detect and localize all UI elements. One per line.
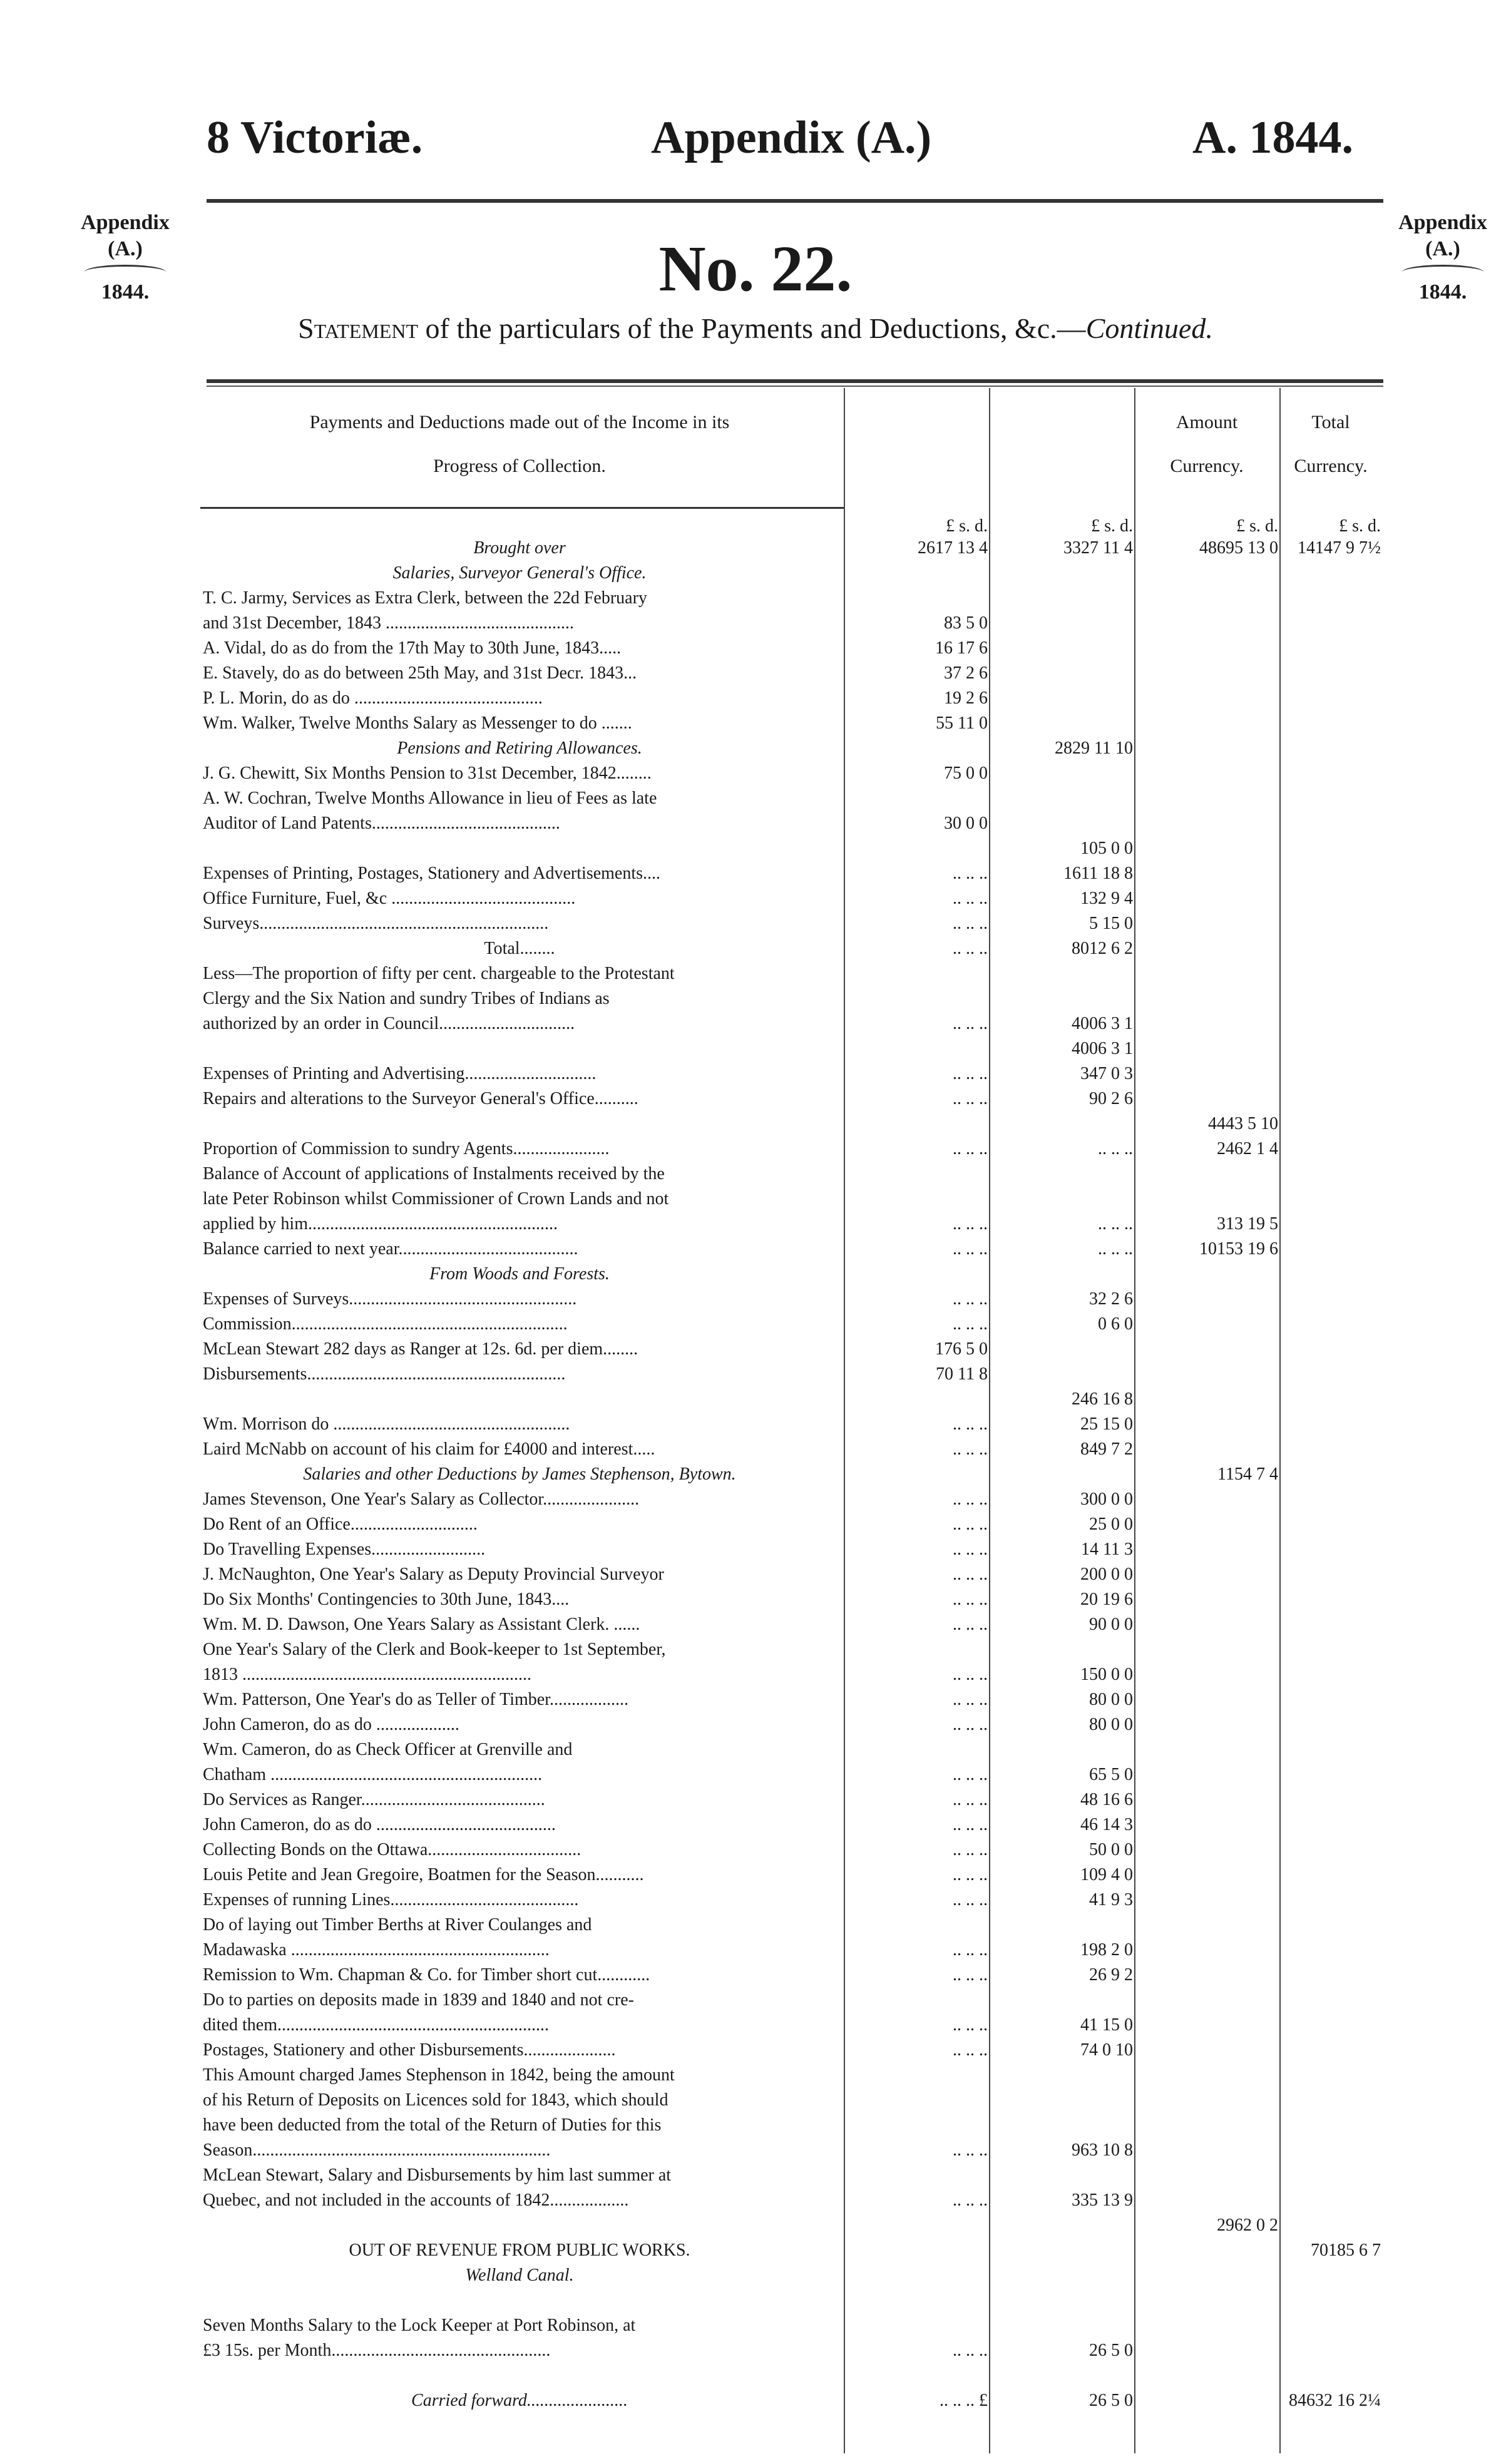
row-amount-c2: 2829 11 10 xyxy=(1055,739,1133,758)
row-amount-c1: .. .. .. xyxy=(953,1765,988,1784)
table-row xyxy=(200,2366,1383,2385)
row-description: 1813 .................................................................. xyxy=(203,1665,531,1684)
row-amount-c2: 963 10 8 xyxy=(1072,2140,1133,2160)
row-amount-c2: 335 13 9 xyxy=(1072,2191,1133,2210)
row-amount-c2: 4006 3 1 xyxy=(1072,1039,1133,1058)
row-description: have been deducted from the total of the Return of Duties for this xyxy=(203,2115,662,2135)
row-amount-c1: .. .. .. xyxy=(953,939,988,958)
row-description: Office Furniture, Fuel, &c .......................................... xyxy=(203,889,576,908)
margin-right-line3: 1844. xyxy=(1418,280,1467,304)
row-amount-c1: 55 11 0 xyxy=(936,713,988,733)
row-description: Surveys.................................................................. xyxy=(203,914,549,933)
lsd-label: £ s. d. xyxy=(1339,516,1381,536)
table-row xyxy=(200,1590,1383,1609)
lsd-label: £ s. d. xyxy=(946,516,988,536)
table-row xyxy=(200,638,1383,658)
header-center: Appendix (A.) xyxy=(651,112,932,163)
table-row xyxy=(200,1189,1383,1209)
table-row xyxy=(200,1640,1383,1659)
row-amount-c2: 5 15 0 xyxy=(1089,914,1133,933)
table-row xyxy=(200,1139,1383,1158)
header-rule xyxy=(207,199,1383,203)
amount-head-line2: Currency. xyxy=(1170,456,1244,476)
row-amount-c2: 26 5 0 xyxy=(1089,2341,1133,2360)
header-divider xyxy=(200,507,844,509)
row-description: Brought over xyxy=(473,538,566,558)
table-row xyxy=(200,563,1383,583)
row-amount-c1: 37 2 6 xyxy=(944,663,988,683)
row-description: Less—The proportion of fifty per cent. chargeable to the Protestant xyxy=(203,964,675,983)
row-description: Wm. Cameron, do as Check Officer at Grenville and xyxy=(203,1740,573,1759)
row-amount-c1: .. .. .. xyxy=(953,1239,988,1259)
table-row xyxy=(200,538,1383,558)
table-row xyxy=(200,839,1383,858)
table-row xyxy=(200,2266,1383,2285)
margin-left-line2: (A.) xyxy=(108,237,143,260)
lsd-label: £ s. d. xyxy=(1091,516,1133,536)
table-top-rule xyxy=(207,379,1383,383)
table-row xyxy=(200,1164,1383,1183)
table-row xyxy=(200,1915,1383,1935)
table-row xyxy=(200,2341,1383,2360)
row-amount-c1: .. .. .. xyxy=(953,2040,988,2060)
row-amount-c1: .. .. .. xyxy=(953,1515,988,1534)
row-description: Commission............................................................... xyxy=(203,1314,568,1334)
row-amount-c2: 0 6 0 xyxy=(1098,1314,1133,1334)
row-amount-c1: .. .. .. xyxy=(953,1014,988,1033)
row-amount-c1: .. .. .. xyxy=(953,1890,988,1909)
row-amount-c1: .. .. .. xyxy=(953,1214,988,1234)
row-description: A. Vidal, do as do from the 17th May to 30th June, 1843..... xyxy=(203,638,622,658)
row-amount-c2: 90 2 6 xyxy=(1089,1089,1133,1108)
table-row xyxy=(200,2165,1383,2185)
row-amount-c1: .. .. .. xyxy=(953,1840,988,1859)
row-description: Season.................................................................... xyxy=(203,2140,551,2160)
row-amount-c1: .. .. .. xyxy=(953,2341,988,2360)
row-amount-c1: 70 11 8 xyxy=(936,1364,988,1384)
row-amount-c2: 347 0 3 xyxy=(1080,1064,1133,1083)
row-amount-c2: .. .. .. xyxy=(1098,1214,1133,1234)
row-amount-c1: .. .. .. xyxy=(953,1540,988,1559)
column-header-total xyxy=(1281,401,1381,488)
row-description: dited them.............................................................. xyxy=(203,2015,549,2035)
row-description: From Woods and Forests. xyxy=(429,1264,610,1284)
table-row xyxy=(200,1289,1383,1309)
row-amount-c2: .. .. .. xyxy=(1098,1239,1133,1259)
row-description: authorized by an order in Council............................... xyxy=(203,1014,575,1033)
row-description: Do to parties on deposits made in 1839 and 1840 and not cre- xyxy=(203,1990,634,2010)
header-left: 8 Victoriæ. xyxy=(207,112,423,163)
statement-title xyxy=(0,312,1511,345)
desc-head-line2: Progress of Collection. xyxy=(433,456,606,476)
row-description: Repairs and alterations to the Surveyor General's Office.......... xyxy=(203,1089,638,1108)
row-description: late Peter Robinson whilst Commissioner of Crown Lands and not xyxy=(203,1189,669,1209)
row-amount-c1: .. .. .. xyxy=(953,1965,988,1985)
row-description: Seven Months Salary to the Lock Keeper at Port Robinson, at xyxy=(203,2316,636,2335)
row-amount-c2: 74 0 10 xyxy=(1080,2040,1133,2060)
table-row xyxy=(200,1114,1383,1133)
row-amount-c2: 246 16 8 xyxy=(1072,1389,1133,1409)
row-amount-c1: .. .. .. xyxy=(953,2191,988,2210)
row-amount-c1: 176 5 0 xyxy=(935,1339,988,1359)
row-amount-c2: 50 0 0 xyxy=(1089,1840,1133,1859)
row-description: Do Services as Ranger.......................................... xyxy=(203,1790,545,1809)
row-amount-c1: .. .. .. xyxy=(953,1089,988,1108)
table-row xyxy=(200,1690,1383,1709)
lsd-label: £ s. d. xyxy=(1236,516,1278,536)
row-description: Balance carried to next year......................................... xyxy=(203,1239,578,1259)
desc-head-line1: Payments and Deductions made out of the Income in its xyxy=(309,412,730,432)
table-row xyxy=(200,2316,1383,2335)
table-row xyxy=(200,1765,1383,1784)
row-description: Expenses of Printing, Postages, Stationery and Advertisements.... xyxy=(203,864,661,883)
row-amount-c2: .. .. .. xyxy=(1098,1139,1133,1158)
table-row xyxy=(200,1940,1383,1960)
row-amount-c2: 32 2 6 xyxy=(1089,1289,1133,1309)
row-amount-c2: 14 11 3 xyxy=(1081,1540,1133,1559)
row-amount-c3: 2462 1 4 xyxy=(1217,1139,1278,1158)
table-row xyxy=(200,1515,1383,1534)
table-row xyxy=(200,889,1383,908)
row-amount-c2: 25 15 0 xyxy=(1080,1414,1133,1434)
row-description: Chatham .............................................................. xyxy=(203,1765,543,1784)
table-row xyxy=(200,964,1383,983)
column-header-amount xyxy=(1135,401,1278,488)
row-description: Do Rent of an Office............................. xyxy=(203,1515,478,1534)
row-description: Postages, Stationery and other Disbursements..................... xyxy=(203,2040,616,2060)
row-amount-c1: 75 0 0 xyxy=(944,764,988,783)
table-row xyxy=(200,1565,1383,1584)
table-row xyxy=(200,688,1383,708)
row-amount-c1: .. .. .. xyxy=(953,2015,988,2035)
row-description: P. L. Morin, do as do ........................................... xyxy=(203,688,543,708)
table-row xyxy=(200,1740,1383,1759)
row-amount-c1: .. .. .. xyxy=(953,1414,988,1434)
row-amount-c1: .. .. .. xyxy=(953,1940,988,1960)
row-description: £3 15s. per Month.................................................. xyxy=(203,2341,551,2360)
row-description: Do Six Months' Contingencies to 30th June, 1843.... xyxy=(203,1590,570,1609)
row-description: Disbursements........................................................... xyxy=(203,1364,566,1384)
row-amount-c3: 10153 19 6 xyxy=(1199,1239,1278,1259)
table-row xyxy=(200,2015,1383,2035)
table-row xyxy=(200,739,1383,758)
row-description: One Year's Salary of the Clerk and Book-keeper to 1st September, xyxy=(203,1640,666,1659)
row-amount-c2: 109 4 0 xyxy=(1080,1865,1133,1884)
table-row xyxy=(200,1214,1383,1234)
table-row xyxy=(200,613,1383,633)
total-head-line2: Currency. xyxy=(1294,456,1368,476)
row-description: T. C. Jarmy, Services as Extra Clerk, between the 22d February xyxy=(203,588,647,608)
amount-head-line1: Amount xyxy=(1176,412,1238,432)
row-description: J. G. Chewitt, Six Months Pension to 31st December, 1842........ xyxy=(203,764,652,783)
row-amount-c1: .. .. .. xyxy=(953,914,988,933)
row-description: Pensions and Retiring Allowances. xyxy=(397,739,642,758)
row-amount-c2: 20 19 6 xyxy=(1080,1590,1133,1609)
row-amount-c1: .. .. .. xyxy=(953,864,988,883)
table-row xyxy=(200,1014,1383,1033)
row-description: Wm. M. D. Dawson, One Years Salary as Assistant Clerk. ...... xyxy=(203,1615,640,1634)
row-description: E. Stavely, do as do between 25th May, and 31st Decr. 1843... xyxy=(203,663,637,683)
row-amount-c2: 26 5 0 xyxy=(1089,2391,1133,2410)
row-description: John Cameron, do as do ................... xyxy=(203,1715,459,1734)
column-header-description xyxy=(200,401,839,488)
row-description: Salaries and other Deductions by James Stephenson, Bytown. xyxy=(303,1465,736,1484)
row-amount-c1: 30 0 0 xyxy=(944,814,988,833)
row-amount-c2: 849 7 2 xyxy=(1080,1439,1133,1459)
row-amount-c2: 300 0 0 xyxy=(1080,1490,1133,1509)
row-amount-c1: 83 5 0 xyxy=(944,613,988,633)
row-description: Madawaska ........................................................... xyxy=(203,1940,550,1960)
row-description: Quebec, and not included in the accounts of 1842.................. xyxy=(203,2191,629,2210)
row-description: Wm. Walker, Twelve Months Salary as Messenger to do ....... xyxy=(203,713,632,733)
table-row xyxy=(200,1665,1383,1684)
row-amount-c3: 2962 0 2 xyxy=(1217,2216,1278,2235)
row-amount-c1: .. .. .. xyxy=(953,1139,988,1158)
row-amount-c1: 16 17 6 xyxy=(935,638,988,658)
row-description: Wm. Morrison do ...................................................... xyxy=(203,1414,570,1434)
row-amount-c3: 48695 13 0 xyxy=(1199,538,1278,558)
table-row xyxy=(200,1615,1383,1634)
row-description: Wm. Patterson, One Year's do as Teller of Timber.................. xyxy=(203,1690,628,1709)
table-row xyxy=(200,1990,1383,2010)
row-amount-c1: .. .. .. xyxy=(953,1590,988,1609)
table-row xyxy=(200,2040,1383,2060)
row-description: James Stevenson, One Year's Salary as Collector...................... xyxy=(203,1490,640,1509)
row-description: Salaries, Surveyor General's Office. xyxy=(392,563,647,583)
payments-table xyxy=(200,388,1383,2453)
row-amount-c1: 2617 13 4 xyxy=(918,538,988,558)
row-description: John Cameron, do as do ......................................... xyxy=(203,1815,556,1834)
table-row xyxy=(200,1840,1383,1859)
table-row xyxy=(200,1414,1383,1434)
row-amount-c2: 65 5 0 xyxy=(1089,1765,1133,1784)
row-description: A. W. Cochran, Twelve Months Allowance in lieu of Fees as late xyxy=(203,789,657,808)
row-amount-c2: 198 2 0 xyxy=(1080,1940,1133,1960)
table-row xyxy=(200,1364,1383,1384)
table-row xyxy=(200,1314,1383,1334)
table-row xyxy=(200,1890,1383,1909)
row-amount-c1: .. .. .. xyxy=(953,1565,988,1584)
row-amount-c2: 3327 11 4 xyxy=(1063,538,1133,558)
row-description: of his Return of Deposits on Licences sold for 1843, which should xyxy=(203,2090,668,2110)
row-description: Clergy and the Six Nation and sundry Tribes of Indians as xyxy=(203,989,610,1008)
row-amount-c2: 200 0 0 xyxy=(1080,1565,1133,1584)
table-row xyxy=(200,1715,1383,1734)
table-row xyxy=(200,1264,1383,1284)
row-description: Louis Petite and Jean Gregoire, Boatmen for the Season........... xyxy=(203,1865,644,1884)
statement-number: No. 22. xyxy=(658,233,853,305)
table-row xyxy=(200,713,1383,733)
table-row xyxy=(200,914,1383,933)
row-description: McLean Stewart 282 days as Ranger at 12s. 6d. per diem........ xyxy=(203,1339,638,1359)
table-row xyxy=(200,2241,1383,2260)
row-amount-c2: 132 9 4 xyxy=(1080,889,1133,908)
row-description: and 31st December, 1843 ........................................... xyxy=(203,613,575,633)
table-row xyxy=(200,864,1383,883)
row-amount-c1: .. .. .. xyxy=(953,1865,988,1884)
header-right: A. 1844. xyxy=(1192,112,1353,163)
row-amount-c2: 41 9 3 xyxy=(1089,1890,1133,1909)
row-description: Total........ xyxy=(484,939,555,958)
table-row xyxy=(200,764,1383,783)
margin-right-line2: (A.) xyxy=(1425,237,1460,260)
row-amount-c1: .. .. .. xyxy=(953,2140,988,2160)
row-amount-c1: .. .. .. xyxy=(953,1715,988,1734)
table-row xyxy=(200,1339,1383,1359)
row-description: Expenses of running Lines........................................... xyxy=(203,1890,579,1909)
table-row xyxy=(200,1815,1383,1834)
row-amount-c2: 8012 6 2 xyxy=(1072,939,1133,958)
row-description: Do of laying out Timber Berths at River Coulanges and xyxy=(203,1915,592,1935)
row-description: Welland Canal. xyxy=(465,2266,574,2285)
row-amount-c1: .. .. .. xyxy=(953,1615,988,1634)
table-row xyxy=(200,2216,1383,2235)
row-amount-c4: 14147 9 7½ xyxy=(1298,538,1381,558)
row-description: OUT OF REVENUE FROM PUBLIC WORKS. xyxy=(349,2241,690,2260)
row-description: J. McNaughton, One Year's Salary as Deputy Provincial Surveyor xyxy=(203,1565,664,1584)
table-row xyxy=(200,2291,1383,2310)
table-row xyxy=(200,1089,1383,1108)
row-amount-c1: .. .. .. xyxy=(953,1439,988,1459)
table-row xyxy=(200,1790,1383,1809)
statement-rest: of the particulars of the Payments and Deductions, &c.— xyxy=(418,312,1086,344)
table-row xyxy=(200,1439,1383,1459)
row-description: Do Travelling Expenses.......................... xyxy=(203,1540,486,1559)
row-amount-c3: 313 19 5 xyxy=(1217,1214,1278,1234)
row-amount-c2: 46 14 3 xyxy=(1080,1815,1133,1834)
row-amount-c2: 1611 18 8 xyxy=(1063,864,1133,883)
row-amount-c2: 80 0 0 xyxy=(1089,1690,1133,1709)
table-row xyxy=(200,1490,1383,1509)
row-description: applied by him......................................................... xyxy=(203,1214,558,1234)
table-row xyxy=(200,2065,1383,2085)
row-amount-c2: 48 16 6 xyxy=(1080,1790,1133,1809)
row-description: Carried forward....................... xyxy=(411,2391,628,2410)
row-amount-c2: 4006 3 1 xyxy=(1072,1014,1133,1033)
table-row xyxy=(200,989,1383,1008)
row-amount-c4: 84632 16 2¼ xyxy=(1289,2391,1381,2410)
table-row xyxy=(200,814,1383,833)
row-description: Proportion of Commission to sundry Agents...................... xyxy=(203,1139,610,1158)
table-row xyxy=(200,1039,1383,1058)
row-amount-c3: 4443 5 10 xyxy=(1208,1114,1278,1133)
row-description: Auditor of Land Patents........................................... xyxy=(203,814,560,833)
row-amount-c1: .. .. .. xyxy=(953,1690,988,1709)
table-row xyxy=(200,1865,1383,1884)
row-amount-c2: 105 0 0 xyxy=(1080,839,1133,858)
row-amount-c1: .. .. .. xyxy=(953,1064,988,1083)
row-amount-c1: .. .. .. xyxy=(953,1314,988,1334)
margin-left-line1: Appendix xyxy=(81,211,170,234)
row-amount-c1: .. .. .. xyxy=(953,1665,988,1684)
table-row xyxy=(200,2391,1383,2410)
table-top-rule-2 xyxy=(207,386,1383,387)
row-amount-c2: 90 0 0 xyxy=(1089,1615,1133,1634)
row-amount-c1: .. .. .. xyxy=(953,1490,988,1509)
row-description: Balance of Account of applications of Instalments received by the xyxy=(203,1164,665,1183)
row-amount-c1: 19 2 6 xyxy=(944,688,988,708)
table-row xyxy=(200,663,1383,683)
table-row xyxy=(200,1389,1383,1409)
table-row xyxy=(200,1239,1383,1259)
row-amount-c4: 70185 6 7 xyxy=(1311,2241,1381,2260)
row-description: Expenses of Surveys.................................................... xyxy=(203,1289,577,1309)
row-amount-c2: 26 9 2 xyxy=(1089,1965,1133,1985)
row-amount-c1: .. .. .. xyxy=(953,1289,988,1309)
row-description: This Amount charged James Stephenson in 1842, being the amount xyxy=(203,2065,675,2085)
row-amount-c1: .. .. .. xyxy=(953,889,988,908)
table-row xyxy=(200,2090,1383,2110)
table-row xyxy=(200,2140,1383,2160)
row-description: Laird McNabb on account of his claim for £4000 and interest..... xyxy=(203,1439,655,1459)
row-amount-c1: .. .. .. xyxy=(953,1790,988,1809)
margin-left-line3: 1844. xyxy=(101,280,150,304)
row-description: Expenses of Printing and Advertising.............................. xyxy=(203,1064,597,1083)
row-amount-c2: 41 15 0 xyxy=(1080,2015,1133,2035)
table-row xyxy=(200,2115,1383,2135)
table-row xyxy=(200,1064,1383,1083)
statement-prefix: Statement xyxy=(298,312,419,344)
statement-continued: Continued. xyxy=(1085,312,1213,344)
table-row xyxy=(200,939,1383,958)
row-description: McLean Stewart, Salary and Disbursements by him last summer at xyxy=(203,2165,672,2185)
row-amount-c2: 150 0 0 xyxy=(1080,1665,1133,1684)
lsd-header-row xyxy=(200,516,1383,536)
row-description: Collecting Bonds on the Ottawa................................... xyxy=(203,1840,581,1859)
row-amount-c1: .. .. .. £ xyxy=(940,2391,988,2410)
table-row xyxy=(200,588,1383,608)
row-amount-c1: .. .. .. xyxy=(953,1815,988,1834)
row-description: Remission to Wm. Chapman & Co. for Timber short cut............ xyxy=(203,1965,650,1985)
total-head-line1: Total xyxy=(1311,412,1350,432)
row-amount-c2: 25 0 0 xyxy=(1089,1515,1133,1534)
row-amount-c2: 80 0 0 xyxy=(1089,1715,1133,1734)
table-row xyxy=(200,1540,1383,1559)
table-row xyxy=(200,1465,1383,1484)
table-row xyxy=(200,789,1383,808)
row-amount-c3: 1154 7 4 xyxy=(1217,1465,1278,1484)
margin-right-line1: Appendix xyxy=(1398,211,1487,234)
table-row xyxy=(200,1965,1383,1985)
table-row xyxy=(200,2191,1383,2210)
